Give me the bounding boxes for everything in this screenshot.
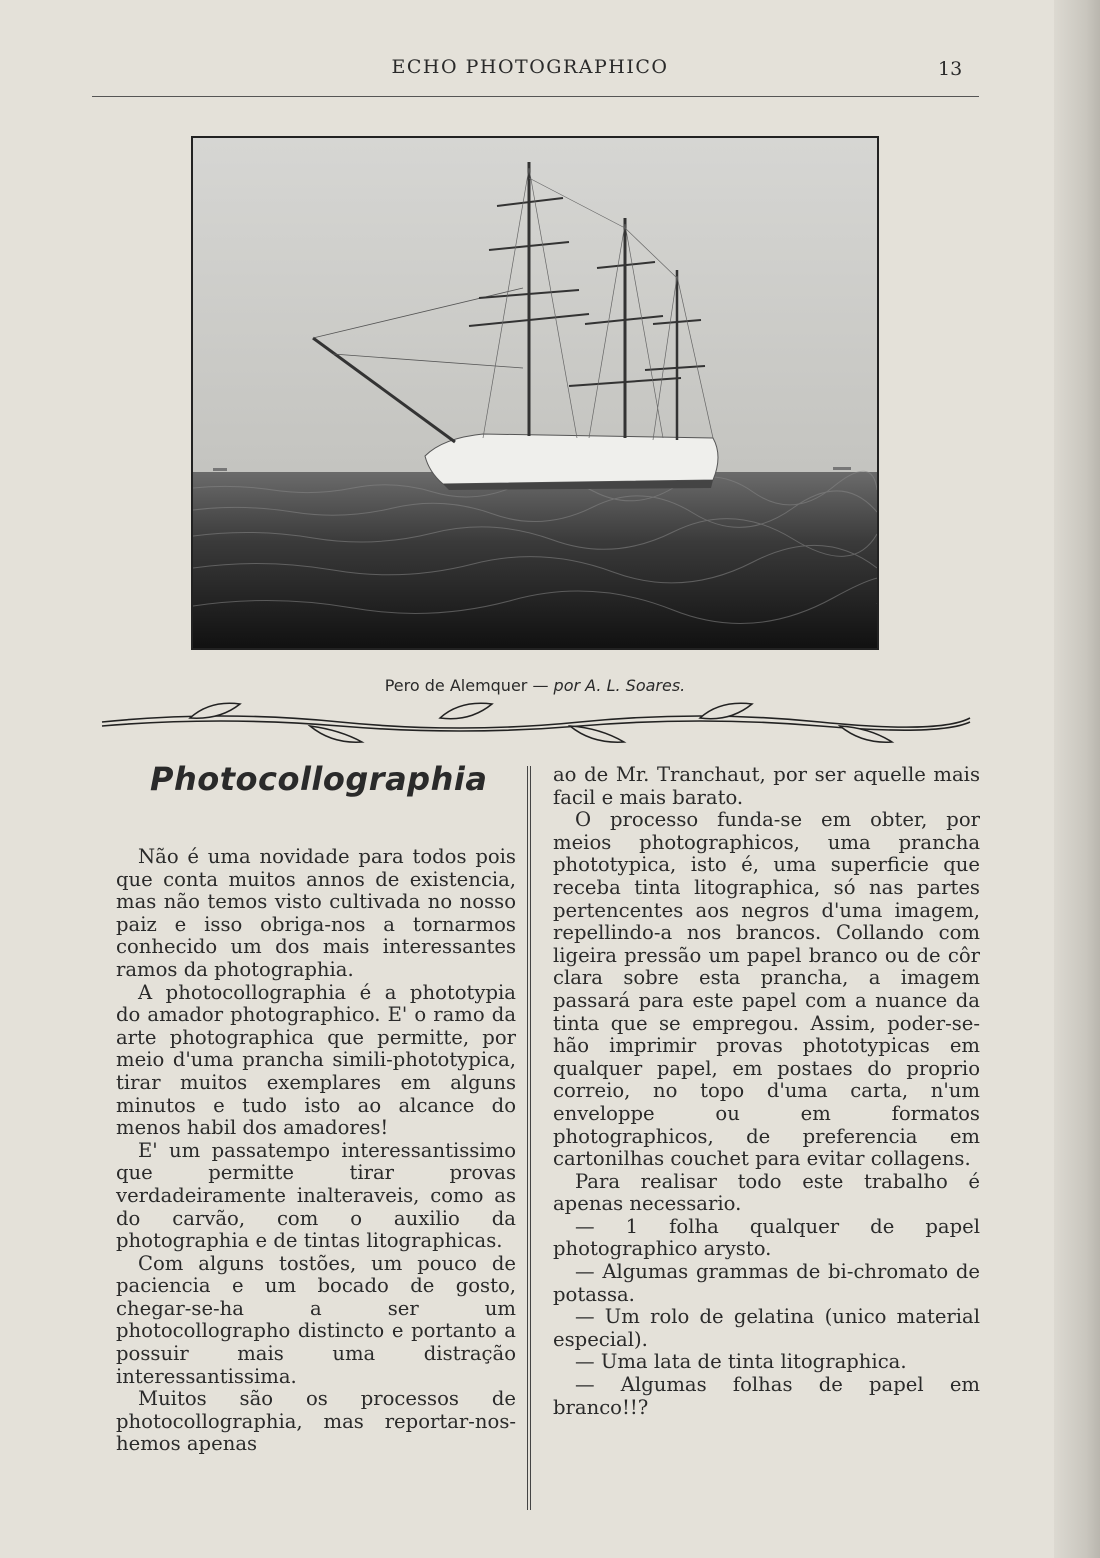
- paragraph: O processo funda-se em obter, por meios photographicos, uma prancha phototypica, isto é, uma superficie que receba tinta litographica, só nas partes pertencentes aos negros d'uma imagem, repellindo-a nos brancos. Collando com ligeira pressão um papel branco ou de côr clara sobre esta prancha, a imagem passará para este papel com a nuance da tinta que se empregou. Assim, poder-se-hão imprimir provas phototypicas em qualquer papel, em postaes do proprio correio, no topo d'uma carta, n'um enveloppe ou em formatos photographicos, de preferencia em cartonilhas couchet para evitar collagens.: [553, 808, 980, 1171]
- list-item: — Um rolo de gelatina (unico material especial).: [553, 1305, 980, 1351]
- caption-credit: — por A. L. Soares.: [532, 676, 686, 695]
- page-number: 13: [938, 58, 963, 80]
- paragraph: E' um passatempo interessantissimo que permitte tirar provas verdadeiramente inalteraveis, como as do carvão, com o auxilio da photographia e de tintas litographicas.: [116, 1138, 516, 1253]
- caption-title: Pero de Alemquer: [384, 676, 528, 695]
- list-item: — Algumas folhas de papel em branco!!?: [553, 1373, 980, 1419]
- article-title: Photocollographia: [150, 760, 488, 798]
- photo-caption: [0, 676, 1070, 695]
- column-divider: [527, 766, 531, 1510]
- paragraph: Muitos são os processos de photocollographia, mas reportar-nos-hemos apenas: [116, 1387, 516, 1456]
- left-column: [116, 846, 516, 1456]
- header-rule: [92, 96, 979, 97]
- right-column: [553, 764, 980, 1419]
- paragraph: A photocollographia é a phototypia do amador photographico. E' o ramo da arte photographica que permitte, por meio d'uma prancha simili-phototypica, tirar muitos exemplares em alguns minutos e tudo isto ao alcance do menos habil dos amadores!: [116, 980, 516, 1140]
- list-item: — Algumas grammas de bi-chromato de potassa.: [553, 1260, 980, 1306]
- paragraph: Não é uma novidade para todos pois que conta muitos annos de existencia, mas não temos visto cultivada no nosso paiz e isso obriga-nos a tornarmos conhecido um dos mais interessantes ramos da photographia.: [116, 845, 516, 981]
- paragraph: Com alguns tostões, um pouco de paciencia e um bocado de gosto, chegar-se-ha a ser um photocollographo distincto e portanto a possuir mais uma distração interessantissima.: [116, 1251, 516, 1388]
- paragraph: ao de Mr. Tranchaut, por ser aquelle mais facil e mais barato.: [553, 763, 980, 809]
- vine-ornament-divider: [100, 700, 975, 744]
- journal-title: ECHO PHOTOGRAPHICO: [391, 56, 669, 78]
- ship-photograph: [191, 136, 879, 650]
- list-item: — 1 folha qualquer de papel photographico arysto.: [553, 1214, 980, 1261]
- paragraph: Para realisar todo este trabalho é apenas necessario.: [553, 1169, 980, 1216]
- list-item: — Uma lata de tinta litographica.: [575, 1350, 907, 1374]
- page-edge-shadow: [1054, 0, 1100, 1558]
